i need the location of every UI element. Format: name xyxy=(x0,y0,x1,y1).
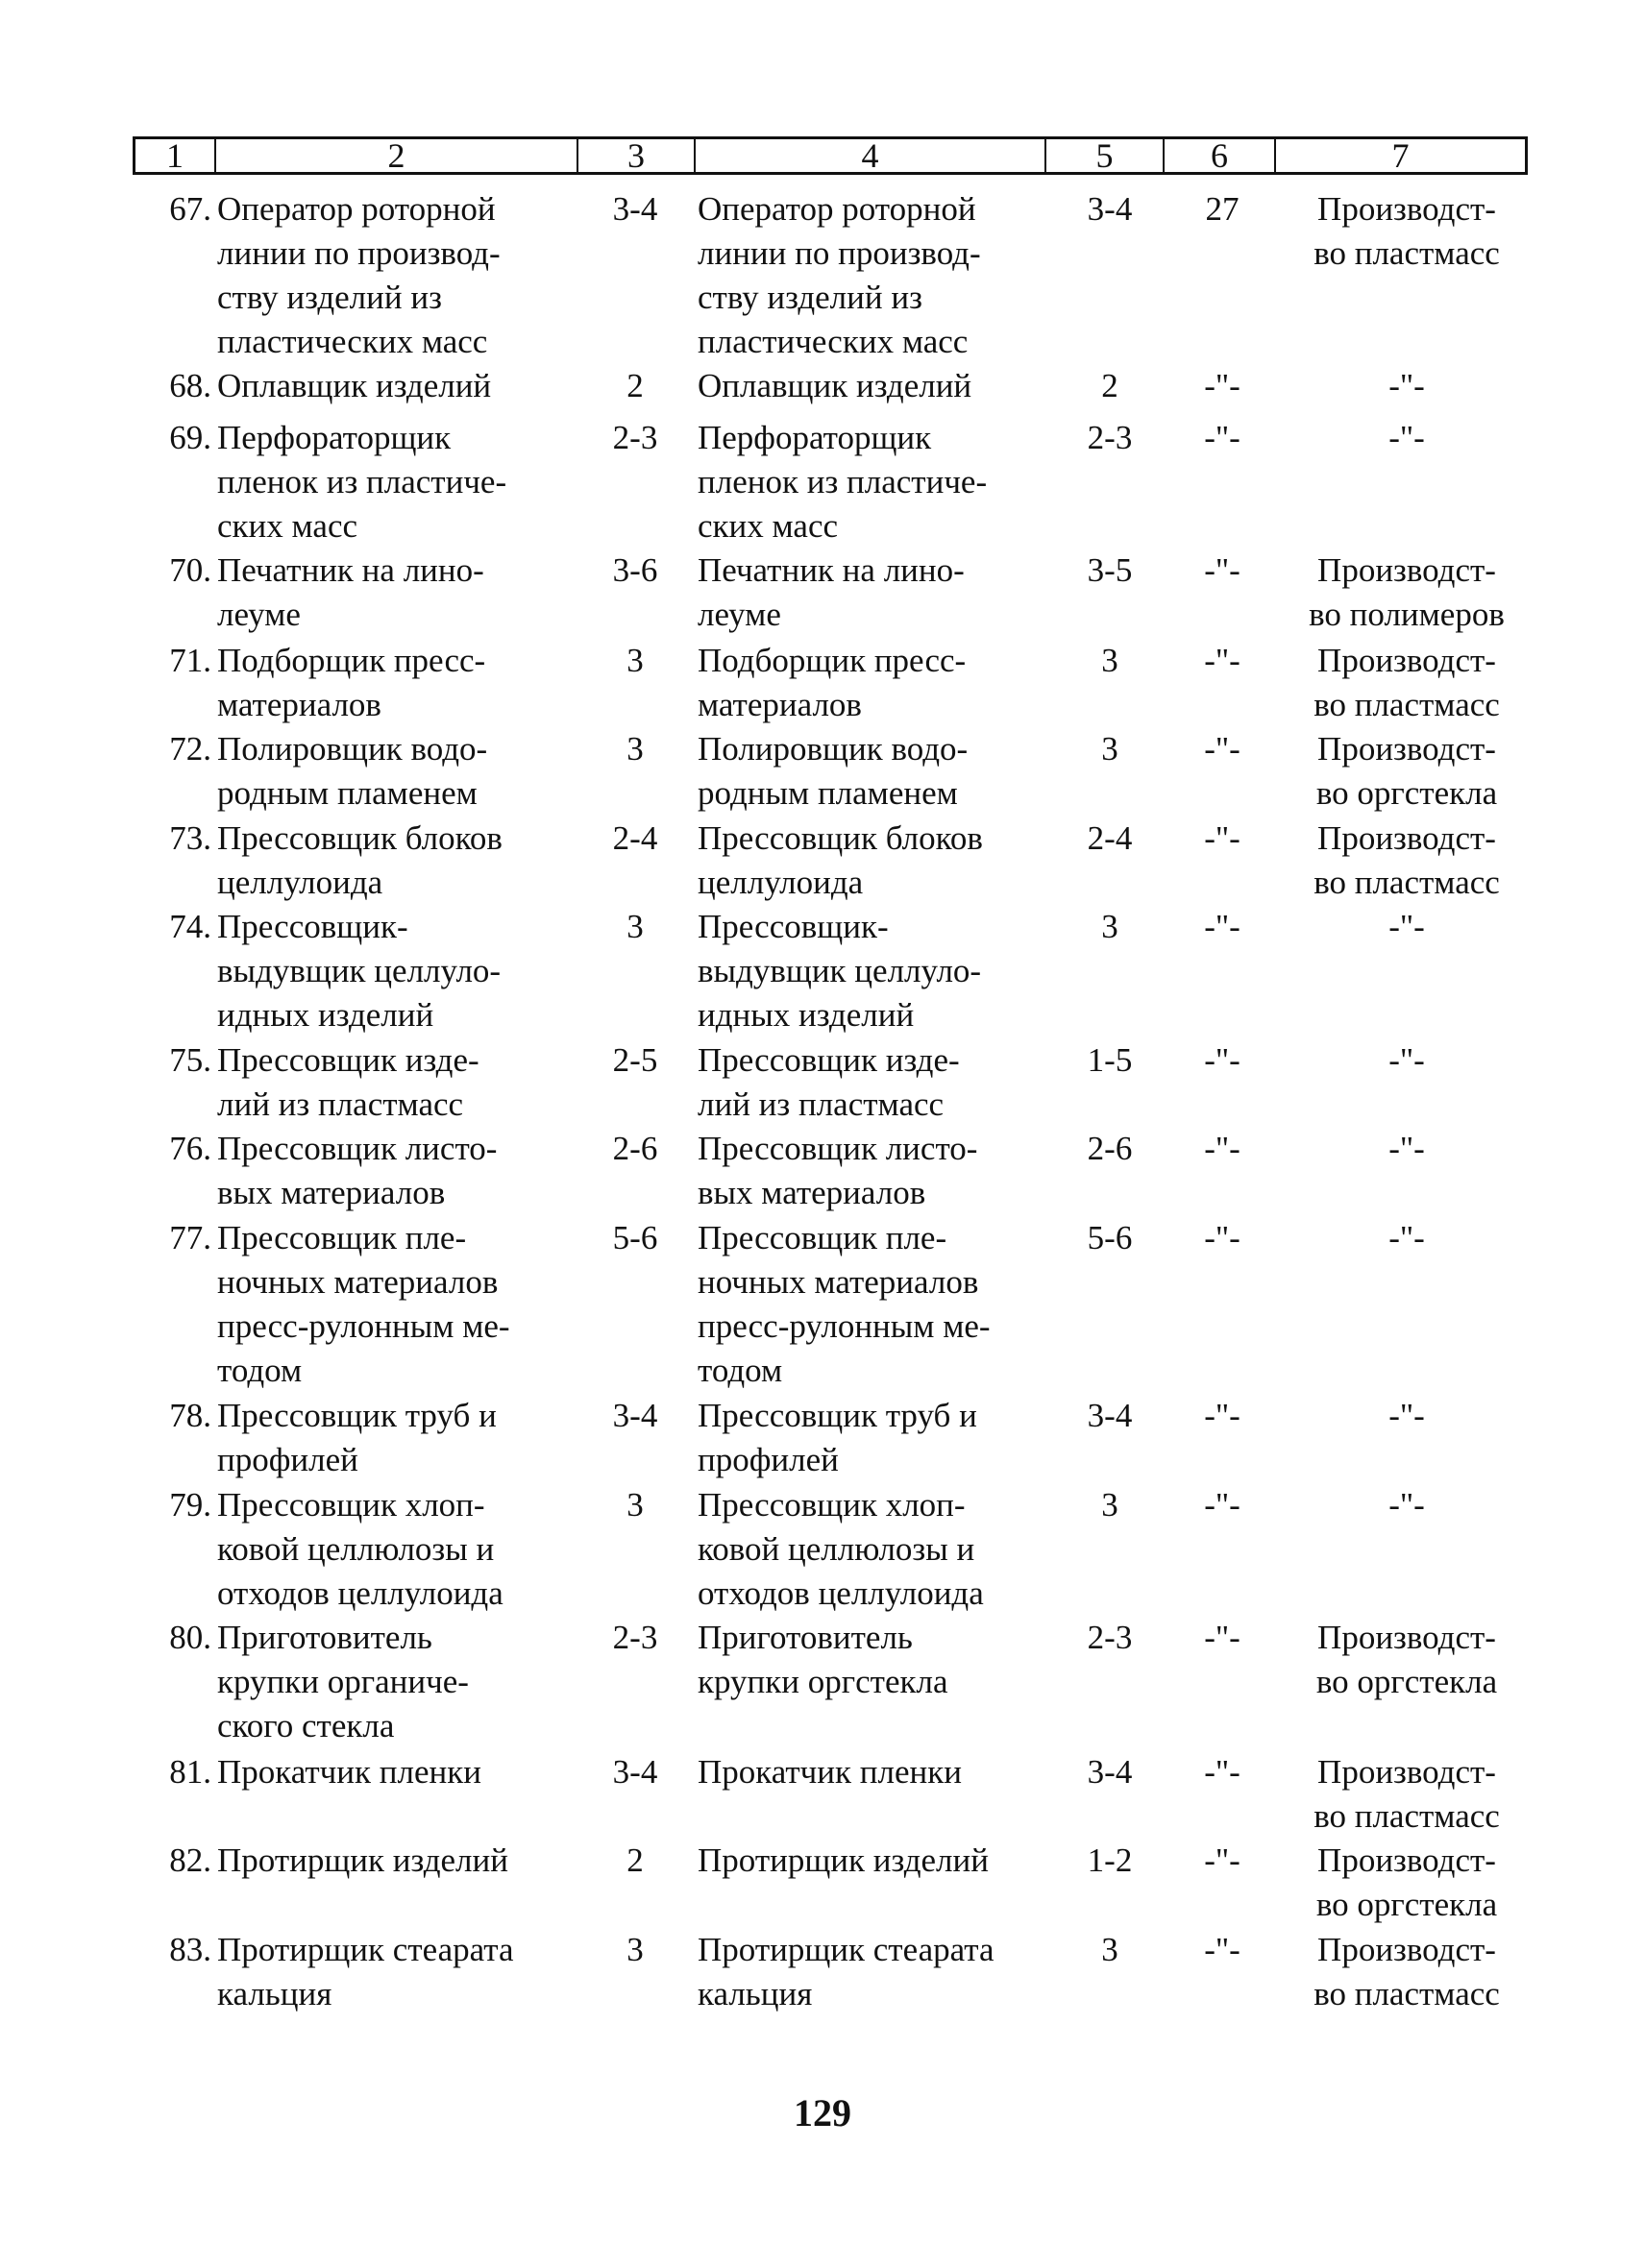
profession-name: Прессовщик труб и профилей xyxy=(217,1397,497,1478)
row-number: 68. xyxy=(169,367,211,404)
grade-range: 2-6 xyxy=(612,1130,658,1167)
row-number: 75. xyxy=(169,1041,211,1079)
profession-name-new: Полировщик водо- родным пламенем xyxy=(698,730,969,812)
grade-range: 2 xyxy=(626,1841,644,1879)
profession-name: Прессовщик пле- ночных материалов пресс-рулонным ме- тодом xyxy=(217,1219,510,1389)
profession-name: Прессовщик блоков целлулоида xyxy=(217,819,503,901)
production-section: Производст- во оргстекла xyxy=(1315,730,1498,812)
issue-number: -"- xyxy=(1204,1753,1240,1791)
profession-name-new: Прессовщик листо- вых материалов xyxy=(698,1130,978,1211)
grade-range: 2-3 xyxy=(612,1619,658,1656)
issue-number: -"- xyxy=(1204,1041,1240,1079)
grade-range-new: 3 xyxy=(1101,908,1118,945)
profession-name-new: Перфораторщик пленок из пластиче- ских масс xyxy=(698,419,988,545)
grade-range-new: 2-4 xyxy=(1087,819,1133,857)
issue-number: -"- xyxy=(1204,730,1240,768)
issue-number: -"- xyxy=(1204,551,1240,589)
header-col-1: 1 xyxy=(166,136,184,175)
grade-range: 5-6 xyxy=(612,1219,658,1256)
header-col-3: 3 xyxy=(577,139,694,172)
page-number: 129 xyxy=(794,2091,851,2134)
profession-name-new: Прессовщик труб и профилей xyxy=(698,1397,977,1478)
issue-number: -"- xyxy=(1204,819,1240,857)
grade-range: 3-4 xyxy=(612,190,658,228)
profession-name: Перфораторщик пленок из пластиче- ских масс xyxy=(217,419,507,545)
grade-range-new: 2-3 xyxy=(1087,419,1133,456)
grade-range: 2-3 xyxy=(612,419,658,456)
profession-name: Прессовщик- выдувщик целлуло- идных изделий xyxy=(217,908,502,1034)
grade-range: 3-6 xyxy=(612,551,658,589)
production-section: -"- xyxy=(1388,1219,1425,1256)
grade-range-new: 3-4 xyxy=(1087,1753,1133,1791)
profession-name-new: Прессовщик блоков целлулоида xyxy=(698,819,983,901)
issue-number: -"- xyxy=(1204,367,1240,404)
issue-number: -"- xyxy=(1204,1931,1240,1968)
profession-name-new: Прессовщик хлоп- ковой целлюлозы и отходов целлулоида xyxy=(698,1486,984,1612)
row-number: 79. xyxy=(169,1486,211,1524)
profession-name: Протирщик изделий xyxy=(217,1841,508,1879)
profession-name-new: Протирщик изделий xyxy=(698,1841,989,1879)
profession-name-new: Оператор роторной линии по производ- ству изделий из пластических масс xyxy=(698,190,981,360)
issue-number: -"- xyxy=(1204,419,1240,456)
profession-name-new: Печатник на лино- леуме xyxy=(698,551,965,633)
row-number: 80. xyxy=(169,1619,211,1656)
profession-name: Прессовщик листо- вых материалов xyxy=(217,1130,498,1211)
production-section: Производст- во пластмасс xyxy=(1314,1931,1500,2012)
grade-range: 2 xyxy=(626,367,644,404)
header-col-6: 6 xyxy=(1163,139,1274,172)
issue-number: 27 xyxy=(1205,190,1240,228)
production-section: -"- xyxy=(1388,419,1425,456)
table-header xyxy=(133,136,1528,175)
grade-range: 2-4 xyxy=(612,819,658,857)
grade-range: 3 xyxy=(626,1931,644,1968)
row-number: 73. xyxy=(169,819,211,857)
profession-name-new: Приготовитель крупки оргстекла xyxy=(698,1619,948,1700)
profession-name: Оператор роторной линии по производ- ству изделий из пластических масс xyxy=(217,190,501,360)
issue-number: -"- xyxy=(1204,1130,1240,1167)
profession-name: Приготовитель крупки органиче- ского стекла xyxy=(217,1619,469,1744)
production-section: -"- xyxy=(1388,908,1425,945)
production-section: -"- xyxy=(1388,1486,1425,1524)
grade-range-new: 3 xyxy=(1101,1486,1118,1524)
row-number: 83. xyxy=(169,1931,211,1968)
grade-range-new: 3-4 xyxy=(1087,1397,1133,1434)
grade-range-new: 3 xyxy=(1101,1931,1118,1968)
issue-number: -"- xyxy=(1204,642,1240,679)
profession-name: Подборщик пресс- материалов xyxy=(217,642,486,723)
profession-name-new: Прессовщик изде- лий из пластмасс xyxy=(698,1041,960,1123)
header-col-7: 7 xyxy=(1274,139,1525,172)
row-number: 78. xyxy=(169,1397,211,1434)
profession-name-new: Прессовщик- выдувщик целлуло- идных изделий xyxy=(698,908,982,1034)
production-section: -"- xyxy=(1388,1397,1425,1434)
production-section: -"- xyxy=(1388,1130,1425,1167)
row-number: 81. xyxy=(169,1753,211,1791)
production-section: Производст- во оргстекла xyxy=(1315,1619,1498,1700)
row-number: 77. xyxy=(169,1219,211,1256)
grade-range-new: 1-2 xyxy=(1087,1841,1133,1879)
row-number: 82. xyxy=(169,1841,211,1879)
grade-range-new: 2-3 xyxy=(1087,1619,1133,1656)
grade-range: 3 xyxy=(626,642,644,679)
issue-number: -"- xyxy=(1204,1397,1240,1434)
grade-range-new: 2 xyxy=(1101,367,1118,404)
profession-name-new: Прокатчик пленки xyxy=(698,1753,962,1791)
grade-range-new: 3 xyxy=(1101,642,1118,679)
profession-name: Полировщик водо- родным пламенем xyxy=(217,730,488,812)
row-number: 74. xyxy=(169,908,211,945)
row-number: 69. xyxy=(169,419,211,456)
production-section: -"- xyxy=(1388,367,1425,404)
grade-range-new: 3-4 xyxy=(1087,190,1133,228)
profession-name-new: Подборщик пресс- материалов xyxy=(698,642,967,723)
issue-number: -"- xyxy=(1204,908,1240,945)
production-section: Производст- во оргстекла xyxy=(1315,1841,1498,1923)
grade-range: 3 xyxy=(626,730,644,768)
issue-number: -"- xyxy=(1204,1219,1240,1256)
profession-name-new: Оплавщик изделий xyxy=(698,367,972,404)
row-number: 76. xyxy=(169,1130,211,1167)
issue-number: -"- xyxy=(1204,1841,1240,1879)
row-number: 67. xyxy=(169,190,211,228)
production-section: Производст- во пластмасс xyxy=(1314,642,1500,723)
issue-number: -"- xyxy=(1204,1619,1240,1656)
row-number: 71. xyxy=(169,642,211,679)
profession-name: Прокатчик пленки xyxy=(217,1753,481,1791)
profession-name-new: Протирщик стеарата кальция xyxy=(698,1931,994,2012)
grade-range-new: 5-6 xyxy=(1087,1219,1133,1256)
production-section: Производст- во пластмасс xyxy=(1314,1753,1500,1835)
profession-name: Печатник на лино- леуме xyxy=(217,551,484,633)
profession-name: Оплавщик изделий xyxy=(217,367,492,404)
issue-number: -"- xyxy=(1204,1486,1240,1524)
header-col-5: 5 xyxy=(1044,139,1163,172)
grade-range: 2-5 xyxy=(612,1041,658,1079)
row-number: 72. xyxy=(169,730,211,768)
grade-range: 3-4 xyxy=(612,1397,658,1434)
header-col-2: 2 xyxy=(214,139,577,172)
profession-name: Протирщик стеарата кальция xyxy=(217,1931,514,2012)
profession-name: Прессовщик хлоп- ковой целлюлозы и отходов целлулоида xyxy=(217,1486,503,1612)
header-col-4: 4 xyxy=(694,139,1044,172)
grade-range-new: 3-5 xyxy=(1087,551,1133,589)
row-number: 70. xyxy=(169,551,211,589)
grade-range: 3 xyxy=(626,908,644,945)
profession-name-new: Прессовщик пле- ночных материалов пресс-рулонным ме- тодом xyxy=(698,1219,991,1389)
profession-name: Прессовщик изде- лий из пластмасс xyxy=(217,1041,479,1123)
grade-range-new: 2-6 xyxy=(1087,1130,1133,1167)
grade-range: 3 xyxy=(626,1486,644,1524)
grade-range: 3-4 xyxy=(612,1753,658,1791)
production-section: -"- xyxy=(1388,1041,1425,1079)
production-section: Производст- во пластмасс xyxy=(1314,190,1500,272)
grade-range-new: 3 xyxy=(1101,730,1118,768)
production-section: Производст- во пластмасс xyxy=(1314,819,1500,901)
grade-range-new: 1-5 xyxy=(1087,1041,1133,1079)
production-section: Производст- во полимеров xyxy=(1309,551,1505,633)
